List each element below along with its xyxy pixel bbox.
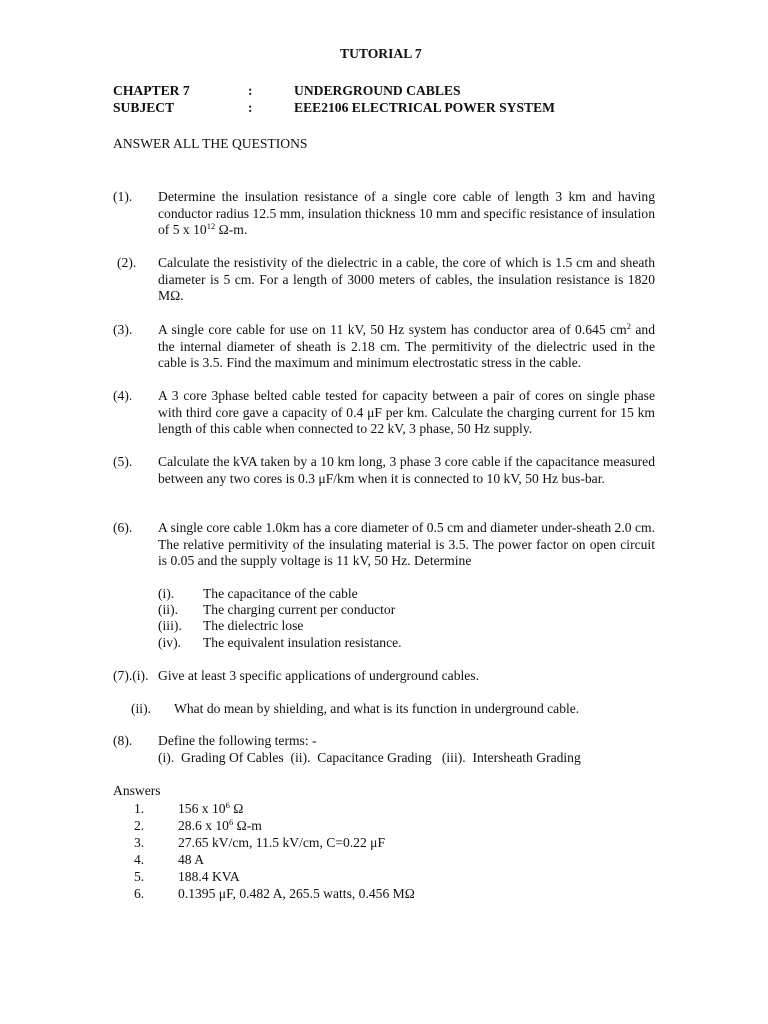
- answer-item: 5. 188.4 KVA: [134, 869, 240, 884]
- answer-item: 2. 28.6 x $10^6$ Ω-m: [134, 817, 262, 833]
- sub-question: (ii). The charging current per conductor: [158, 602, 396, 617]
- subject-colon: :: [248, 100, 253, 115]
- answer-item: 1. 156 x $10^6$ Ω: [134, 800, 244, 816]
- question-4-text: A 3 core 3phase belted cable tested for capacity between a pair of cores on single phase with third core gave a capacity of 0.4 μF per km. Calculate the charging current for 15 km length of this cable when connected to 22 kV, 3 phase, 50 Hz supply.: [158, 388, 655, 437]
- question-number: (5).: [113, 454, 133, 469]
- question-3-text: A single core cable for use on 11 kV, 50 Hz system has conductor area of 0.645 $cm^2$ and the internal diameter of sheath is 2.18 cm. The permitivity of the dielectric used in the cable is 3.5. Find the maximum and minimum electrostatic stress in the cable.: [158, 321, 655, 371]
- question-number: (7).(i).: [113, 668, 149, 683]
- page-title: TUTORIAL 7: [340, 46, 422, 61]
- answer-item: 3. 27.65 kV/cm, 11.5 kV/cm, C=0.22 μF: [134, 835, 386, 850]
- chapter-label: CHAPTER 7: [113, 83, 190, 98]
- subject-value: EEE2106 ELECTRICAL POWER SYSTEM: [294, 100, 555, 115]
- question-1-text: Determine the insulation resistance of a single core cable of length 3 km and having conductor radius 12.5 mm, insulation thickness 10 mm and specific resistance of insulation of 5 x $10^{12}$ Ω-m.: [158, 189, 655, 238]
- question-number: (6).: [113, 520, 133, 535]
- sub-question: (iv). The equivalent insulation resistance.: [158, 635, 402, 650]
- question-8-terms: (i). Grading Of Cables (ii). Capacitance Grading (iii). Intersheath Grading: [158, 750, 581, 765]
- instruction: ANSWER ALL THE QUESTIONS: [113, 136, 308, 151]
- question-number: (8).: [113, 733, 133, 748]
- question-2-text: Calculate the resistivity of the dielectric in a cable, the core of which is 1.5 cm and sheath diameter is 5 cm. For a length of 3000 meters of cables, the insulation resistance is 1820 MΩ.: [158, 255, 655, 304]
- question-7i-text: Give at least 3 specific applications of underground cables.: [158, 668, 479, 683]
- answer-item: 6. 0.1395 μF, 0.482 A, 265.5 watts, 0.456 MΩ: [134, 886, 415, 901]
- subject-label: SUBJECT: [113, 100, 175, 115]
- question-number: (ii).: [131, 701, 152, 716]
- question-number: (1).: [113, 189, 133, 204]
- question-8-text: Define the following terms: -: [158, 733, 317, 748]
- chapter-value: UNDERGROUND CABLES: [294, 83, 461, 98]
- chapter-colon: :: [248, 83, 253, 98]
- question-6-text: A single core cable 1.0km has a core diameter of 0.5 cm and diameter under-sheath 2.0 cm. The relative permitivity of the insulating material is 3.5. The power factor on open circuit is 0.05 and the supply voltage is 11 kV, 50 Hz. Determine: [158, 520, 655, 569]
- sub-question: (i). The capacitance of the cable: [158, 586, 358, 601]
- answers-heading: Answers: [113, 783, 161, 798]
- question-number: (2).: [117, 255, 137, 270]
- question-7ii-text: What do mean by shielding, and what is its function in underground cable.: [174, 701, 580, 716]
- question-5-text: Calculate the kVA taken by a 10 km long, 3 phase 3 core cable if the capacitance measured between any two cores is 0.3 μF/km when it is connected to 10 kV, 50 Hz bus-bar.: [158, 454, 655, 486]
- question-number: (3).: [113, 322, 133, 337]
- question-number: (4).: [113, 388, 133, 403]
- sub-question: (iii). The dielectric lose: [158, 618, 304, 633]
- answer-item: 4. 48 A: [134, 852, 205, 867]
